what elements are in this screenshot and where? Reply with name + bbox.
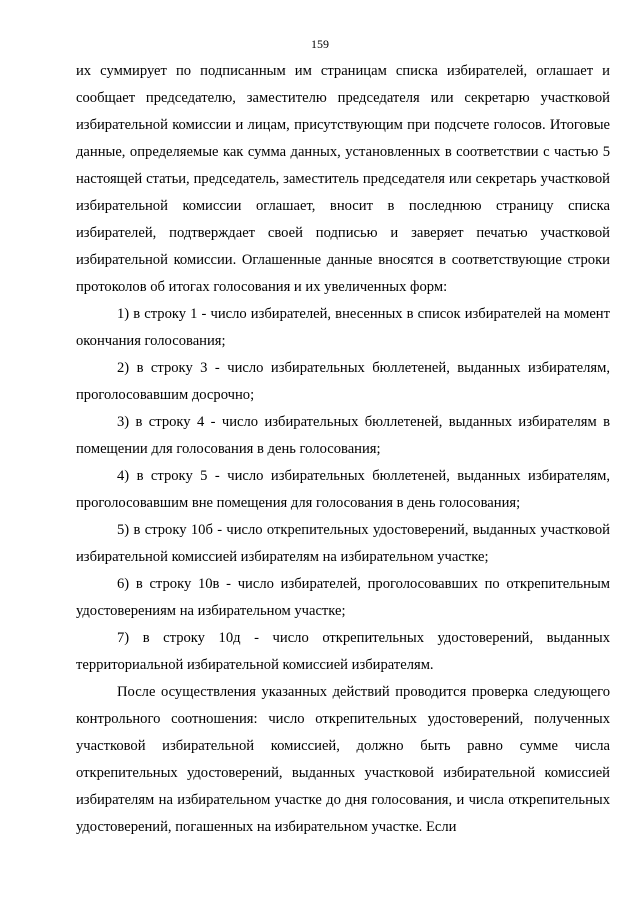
- document-body: [76, 58, 610, 841]
- list-item-2: 2) в строку 3 - число избирательных бюллетеней, выданных избирателям, проголосовавшим досрочно;: [76, 360, 610, 403]
- page-number: 159: [311, 37, 329, 51]
- paragraph-control-check: После осуществления указанных действий проводится проверка следующего контрольного соотношения: число открепительных удостоверений, полученных участковой избирательной комиссией, должно быть равно сумме числа открепительных удостоверений, выданных участковой избирательной комиссией избирателям на избирательном участке до дня голосования, и числа открепительных удостоверений, погашенных на избирательном участке. Если: [76, 684, 610, 835]
- list-item-1: 1) в строку 1 - число избирателей, внесенных в список избирателей на момент окончания голосования;: [76, 306, 610, 349]
- list-item-4: 4) в строку 5 - число избирательных бюллетеней, выданных избирателям, проголосовавшим вне помещения для голосования в день голосования;: [76, 468, 610, 511]
- paragraph-continuation: их суммирует по подписанным им страницам списка избирателей, оглашает и сообщает председателю, заместителю председателя или секретарю участковой избирательной комиссии и лицам, присутствующим при подсчете голосов. Итоговые данные, определяемые как сумма данных, установленных в соответствии с частью 5 настоящей статьи, председатель, заместитель председателя или секретарь участковой избирательной комиссии оглашает, вносит в последнюю страницу списка избирателей, подтверждает своей подписью и заверяет печатью участковой избирательной комиссии. Оглашенные данные вносятся в соответствующие строки протоколов об итогах голосования и их увеличенных форм:: [76, 63, 610, 295]
- list-item-6: 6) в строку 10в - число избирателей, проголосовавших по открепительным удостоверениям на избирательном участке;: [76, 576, 610, 619]
- list-item-3: 3) в строку 4 - число избирательных бюллетеней, выданных избирателям в помещении для голосования в день голосования;: [76, 414, 610, 457]
- list-item-5: 5) в строку 10б - число открепительных удостоверений, выданных участковой избирательной комиссией избирателям на избирательном участке;: [76, 522, 610, 565]
- list-item-7: 7) в строку 10д - число открепительных удостоверений, выданных территориальной избирательной комиссией избирателям.: [76, 630, 610, 673]
